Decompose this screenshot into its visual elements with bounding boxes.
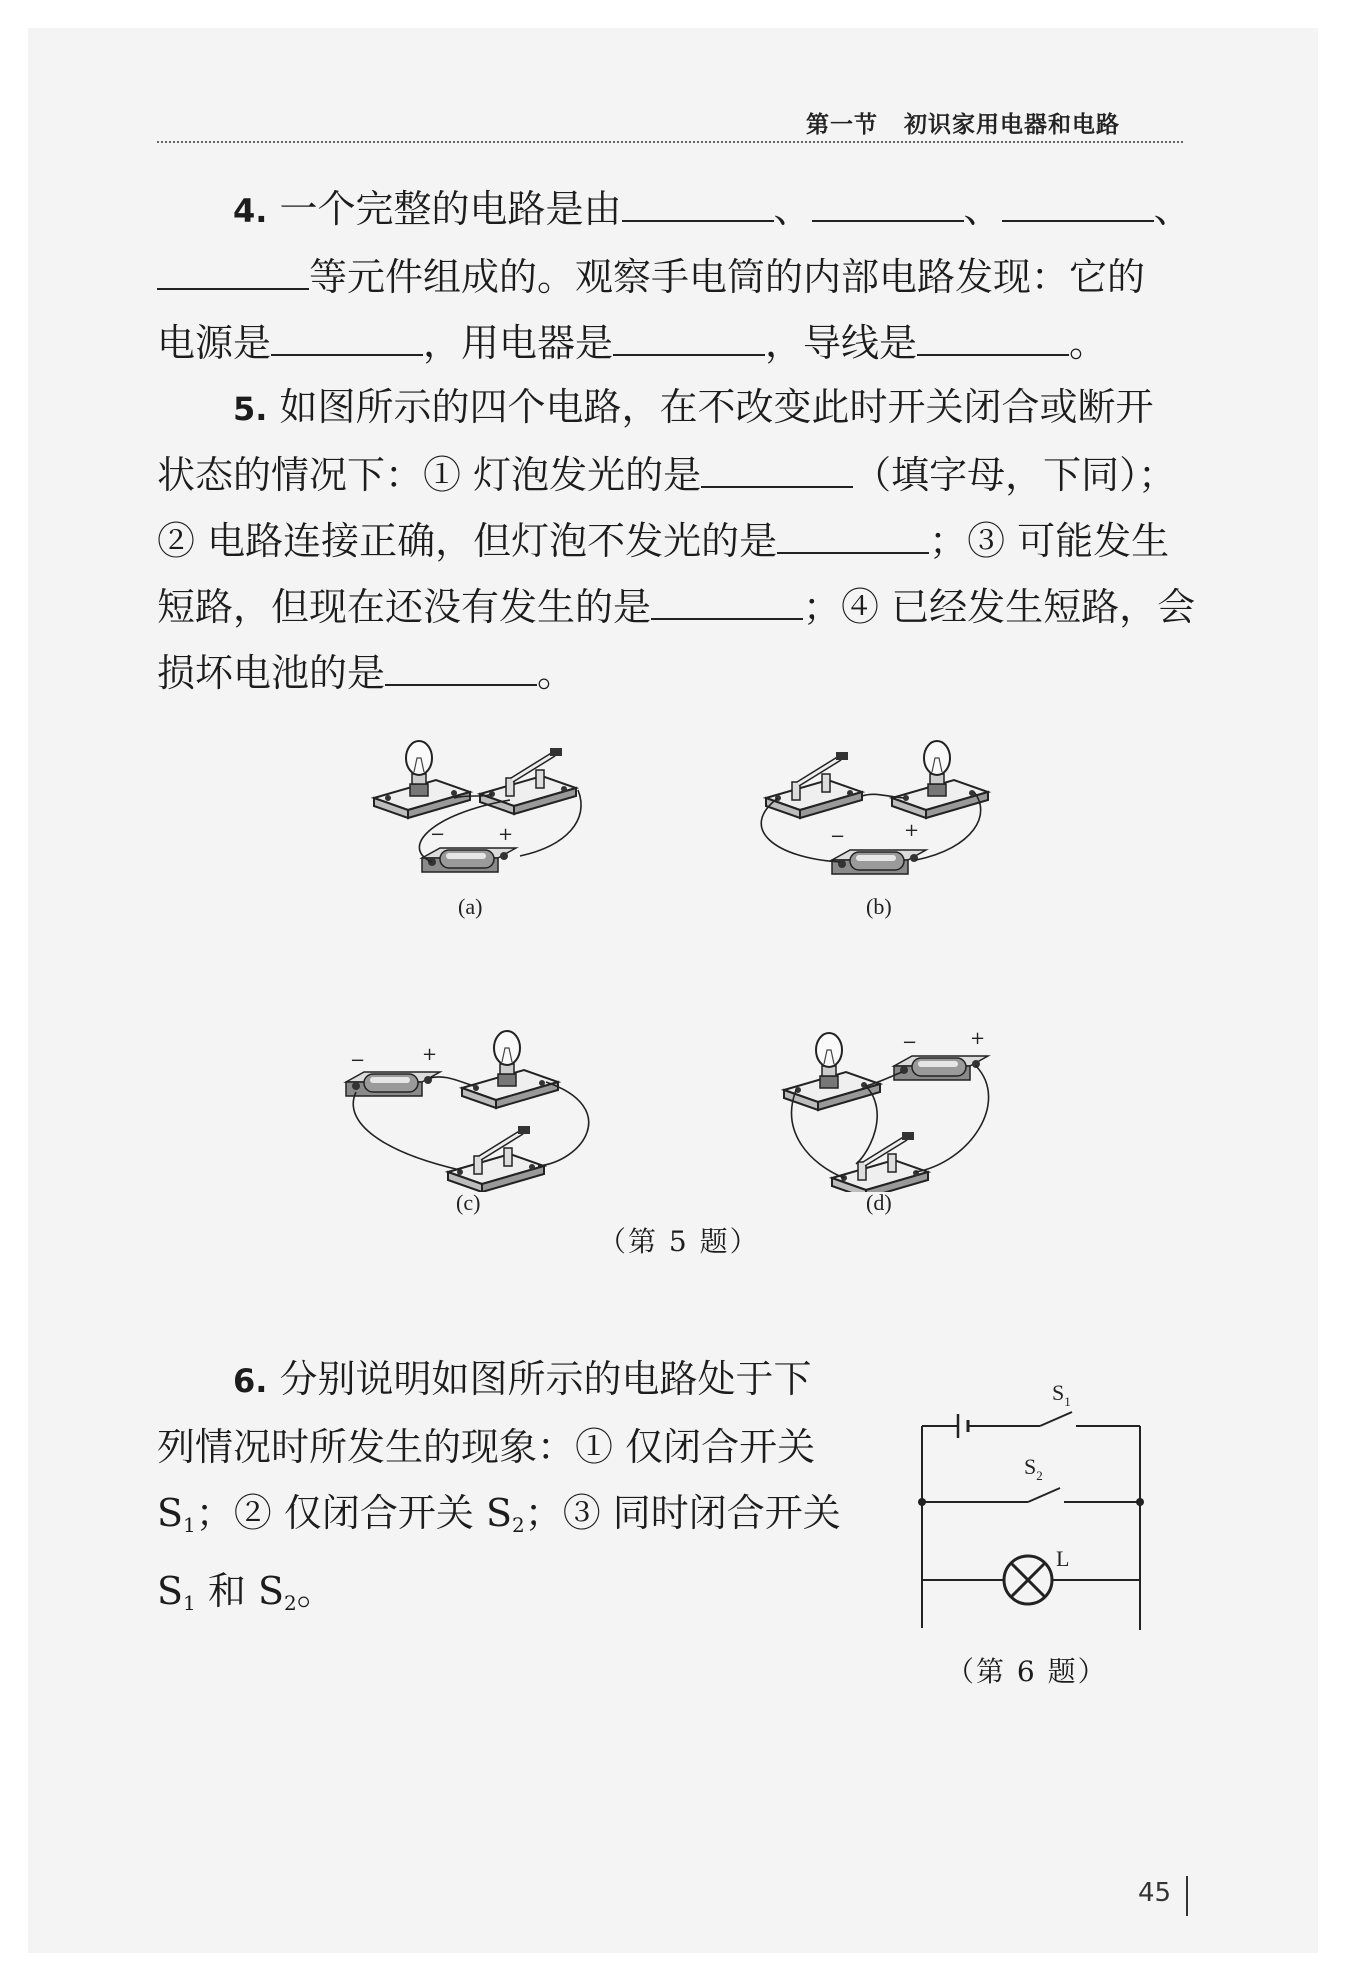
minus-sign: − [830, 826, 846, 847]
q6-text-5: ；③ 同时闭合开关 [524, 1491, 841, 1535]
q6-text-6: S [157, 1569, 184, 1613]
answer-blank[interactable] [613, 324, 765, 356]
section-number: 第一节 [806, 112, 878, 138]
q5-text-4: ② 电路连接正确，但灯泡不发光的是 [157, 519, 778, 563]
figure-label-b: (b) [866, 894, 892, 919]
q5-text-2: 状态的情况下：① 灯泡发光的是 [157, 453, 702, 497]
subscript: 2 [283, 1591, 297, 1615]
plus-sign: + [904, 820, 920, 841]
answer-blank[interactable] [917, 324, 1069, 356]
answer-blank[interactable] [1002, 190, 1154, 222]
subscript: 1 [183, 1591, 196, 1615]
subscript: 1 [183, 1513, 196, 1537]
answer-blank[interactable] [651, 588, 803, 620]
q4-sep: 、 [773, 187, 812, 231]
figure-caption-q5: （第 5 题） [598, 1225, 760, 1258]
answer-blank[interactable] [622, 190, 774, 222]
switch-s2-label: $S_2$ [1024, 1454, 1043, 1483]
q5-text-7: ；④ 已经发生短路，会 [803, 585, 1196, 629]
page-number-bar [1186, 1876, 1188, 1916]
circuit-diagram-q6 [900, 1370, 1180, 1630]
answer-blank[interactable] [271, 324, 423, 356]
figure-caption-q6: （第 6 题） [946, 1655, 1108, 1688]
figure-label-a: (a) [458, 894, 483, 919]
plus-sign: + [970, 1028, 986, 1049]
minus-sign: − [350, 1050, 366, 1071]
circuit-figure-d [770, 1012, 1010, 1192]
circuit-figure-a [370, 728, 590, 888]
q6-text-7: 和 S [195, 1569, 284, 1613]
q4-text-2: 等元件组成的。观察手电筒的内部电路发现：它的 [309, 255, 1146, 299]
circuit-figure-b [744, 728, 1004, 888]
circuit-figure-c [342, 1012, 612, 1192]
q5-text-9: 。 [537, 651, 576, 695]
question-number: 6. [233, 1362, 268, 1400]
q4-text-5: ，导线是 [765, 321, 918, 365]
q5-text-6: 短路，但现在还没有发生的是 [157, 585, 652, 629]
q4-sep: 、 [1153, 187, 1192, 231]
q5-text-3: （填字母，下同）； [853, 453, 1177, 497]
q5-text-5: ；③ 可能发生 [929, 519, 1170, 563]
q6-text-3: S [157, 1491, 184, 1535]
q4-text-1: 一个完整的电路是由 [279, 187, 622, 231]
question-number: 4. [233, 192, 268, 230]
answer-blank[interactable] [701, 456, 853, 488]
minus-sign: − [902, 1032, 918, 1053]
plus-sign: + [498, 824, 514, 845]
header-divider [157, 141, 1183, 143]
switch-s1-label: $S_1$ [1052, 1380, 1071, 1409]
answer-blank[interactable] [385, 654, 537, 686]
q4-text-6: 。 [1069, 321, 1108, 365]
question-4 [157, 176, 1192, 376]
section-title: 初识家用电器和电路 [904, 112, 1120, 138]
q5-text-8: 损坏电池的是 [157, 651, 386, 695]
question-number: 5. [233, 390, 268, 428]
answer-blank[interactable] [812, 190, 964, 222]
plus-sign: + [422, 1044, 438, 1065]
figure-label-c: (c) [456, 1190, 481, 1215]
subscript: 2 [511, 1513, 525, 1537]
q6-text-8: 。 [296, 1569, 335, 1613]
running-header [806, 106, 1120, 139]
q5-text-1: 如图所示的四个电路，在不改变此时开关闭合或断开 [279, 385, 1154, 429]
answer-blank[interactable] [777, 522, 929, 554]
figure-label-d: (d) [866, 1190, 892, 1215]
q4-text-3: 电源是 [157, 321, 272, 365]
q6-text-2: 列情况时所发生的现象：① 仅闭合开关 [157, 1425, 816, 1469]
lamp-label: L [1056, 1546, 1070, 1571]
q4-sep: 、 [963, 187, 1002, 231]
page-number: 45 [1138, 1878, 1172, 1908]
answer-blank[interactable] [157, 258, 309, 290]
question-5 [157, 374, 1196, 706]
question-6 [157, 1346, 877, 1636]
q4-text-4: ，用电器是 [423, 321, 614, 365]
minus-sign: − [430, 824, 446, 845]
q6-text-4: ；② 仅闭合开关 S [195, 1491, 512, 1535]
q6-text-1: 分别说明如图所示的电路处于下 [279, 1357, 812, 1401]
